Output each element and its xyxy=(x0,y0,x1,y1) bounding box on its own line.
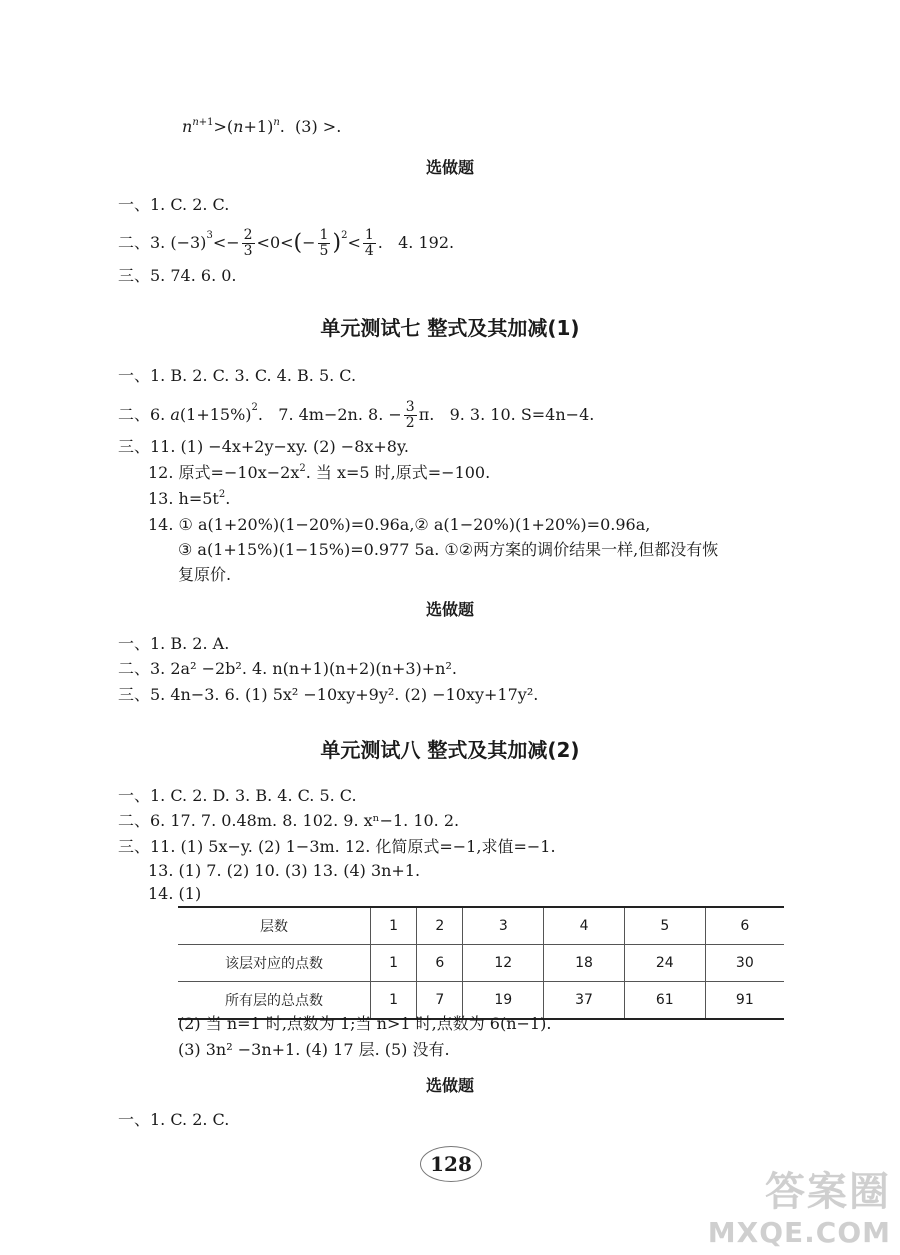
answer-line: 13. $h=5t^2$. xyxy=(148,489,231,508)
fraction: $\frac{2}{3}$ xyxy=(243,227,253,259)
table-cell: 6 xyxy=(705,907,784,945)
watermark-logo xyxy=(700,1160,895,1250)
table-cell: 3 xyxy=(463,907,544,945)
answer-tail: 9. 3. 10. S=4n−4. xyxy=(449,405,595,424)
table-cell: 19 xyxy=(463,982,544,1020)
section-title-optional-2: 选做题 xyxy=(425,600,474,619)
watermark-cn: 答案圈 xyxy=(765,1169,891,1215)
answer-line: 复原价. xyxy=(178,565,232,584)
top-answer-line: $n^{n+1}>(n+1)^n$. (3) >. xyxy=(182,117,342,136)
table-cell: 1 xyxy=(371,945,417,982)
answer-suffix: 4. 192. xyxy=(398,233,455,252)
table-cell: 12 xyxy=(463,945,544,982)
watermark-en: MXQE.COM xyxy=(707,1216,891,1249)
table-header-row xyxy=(178,907,784,945)
fraction: $\frac{3}{2}$ xyxy=(405,399,415,431)
answer-prefix: 二、3. (−3) xyxy=(118,233,207,252)
table-cell: 2 xyxy=(417,907,463,945)
layer-points-table xyxy=(178,906,784,1020)
table-cell: 层数 xyxy=(178,907,371,945)
answer-line: 一、1. C. 2. D. 3. B. 4. C. 5. C. xyxy=(118,786,357,805)
answer-line: 三、11. (1) 5x−y. (2) 1−3m. 12. 化简原式=−1,求值=−1. xyxy=(118,837,556,856)
answer-line-with-fractions: 二、3. $(-3)^3<-$ $\frac{2}{3}$ <0<(− $\frac{1}{5}$ )$^2$< $\frac{1}{4}$ . 4. 192. xyxy=(118,227,455,259)
table-cell: 24 xyxy=(624,945,705,982)
unit8-title: 单元测试八 整式及其加减(2) xyxy=(320,738,580,762)
table-cell: 7 xyxy=(417,982,463,1020)
answer-line: (3) 3n² −3n+1. (4) 17 层. (5) 没有. xyxy=(178,1040,450,1059)
answer-line: 一、1. C. 2. C. xyxy=(118,1110,230,1129)
fraction: $\frac{1}{5}$ xyxy=(319,227,329,259)
answer-line: 14. ① a(1+20%)(1−20%)=0.96a,② a(1−20%)(1+20%)=0.96a, xyxy=(148,515,651,534)
answer-text: 13. h=5t xyxy=(148,489,219,508)
answer-line: 12. 原式$=-10x-2x^2$. 当 x=5 时,原式=−100. xyxy=(148,463,491,482)
section-title-optional-1: 选做题 xyxy=(425,158,474,177)
table-cell: 37 xyxy=(544,982,625,1020)
answer-line: 一、1. C. 2. C. xyxy=(118,195,230,214)
unit7-title: 单元测试七 整式及其加减(1) xyxy=(320,316,580,340)
table-cell: 91 xyxy=(705,982,784,1020)
answer-text: . 当 x=5 时,原式=−100. xyxy=(305,463,491,482)
answer-line: 一、1. B. 2. C. 3. C. 4. B. 5. C. xyxy=(118,366,357,385)
page-number: 128 xyxy=(420,1146,482,1182)
answer-line: ③ a(1+15%)(1−15%)=0.977 5a. ①②两方案的调价结果一样,但都没有恢 xyxy=(178,540,719,559)
table-cell: 61 xyxy=(624,982,705,1020)
answer-mid: 7. 4m−2n. 8. xyxy=(278,405,384,424)
table-cell: 所有层的总点数 xyxy=(178,982,371,1020)
table-cell: 6 xyxy=(417,945,463,982)
answer-text: 12. 原式=−10x−2x xyxy=(148,463,300,482)
answer-line: 13. (1) 7. (2) 10. (3) 13. (4) 3n+1. xyxy=(148,861,421,880)
table-cell: 5 xyxy=(624,907,705,945)
table-cell: 该层对应的点数 xyxy=(178,945,371,982)
answer-line: 三、11. (1) −4x+2y−xy. (2) −8x+8y. xyxy=(118,437,409,456)
top-answer-text: (3) >. xyxy=(295,117,342,136)
answer-line: 三、5. 74. 6. 0. xyxy=(118,266,237,285)
table-cell: 1 xyxy=(371,982,417,1020)
table-row xyxy=(178,945,784,982)
table-cell: 18 xyxy=(544,945,625,982)
section-title-optional-3: 选做题 xyxy=(425,1076,474,1095)
answer-line: (2) 当 n=1 时,点数为 1;当 n>1 时,点数为 6(n−1). xyxy=(178,1014,552,1033)
answer-line: 二、6. 17. 7. 0.48m. 8. 102. 9. xⁿ−1. 10. 2. xyxy=(118,811,460,830)
answer-line-with-fraction: 二、6. $a(1+15\%)^2$. 7. 4m−2n. 8. − $\frac{3}{2}$ π. 9. 3. 10. S=4n−4. xyxy=(118,399,595,431)
fraction: $\frac{1}{4}$ xyxy=(364,227,374,259)
answer-line: 一、1. B. 2. A. xyxy=(118,634,230,653)
answer-line: 三、5. 4n−3. 6. (1) 5x² −10xy+9y². (2) −10xy+17y². xyxy=(118,685,539,704)
answer-line: 二、3. 2a² −2b². 4. n(n+1)(n+2)(n+3)+n². xyxy=(118,659,457,678)
table-cell: 30 xyxy=(705,945,784,982)
answer-line: 14. (1) xyxy=(148,884,202,903)
table-cell: 1 xyxy=(371,907,417,945)
table-cell: 4 xyxy=(544,907,625,945)
